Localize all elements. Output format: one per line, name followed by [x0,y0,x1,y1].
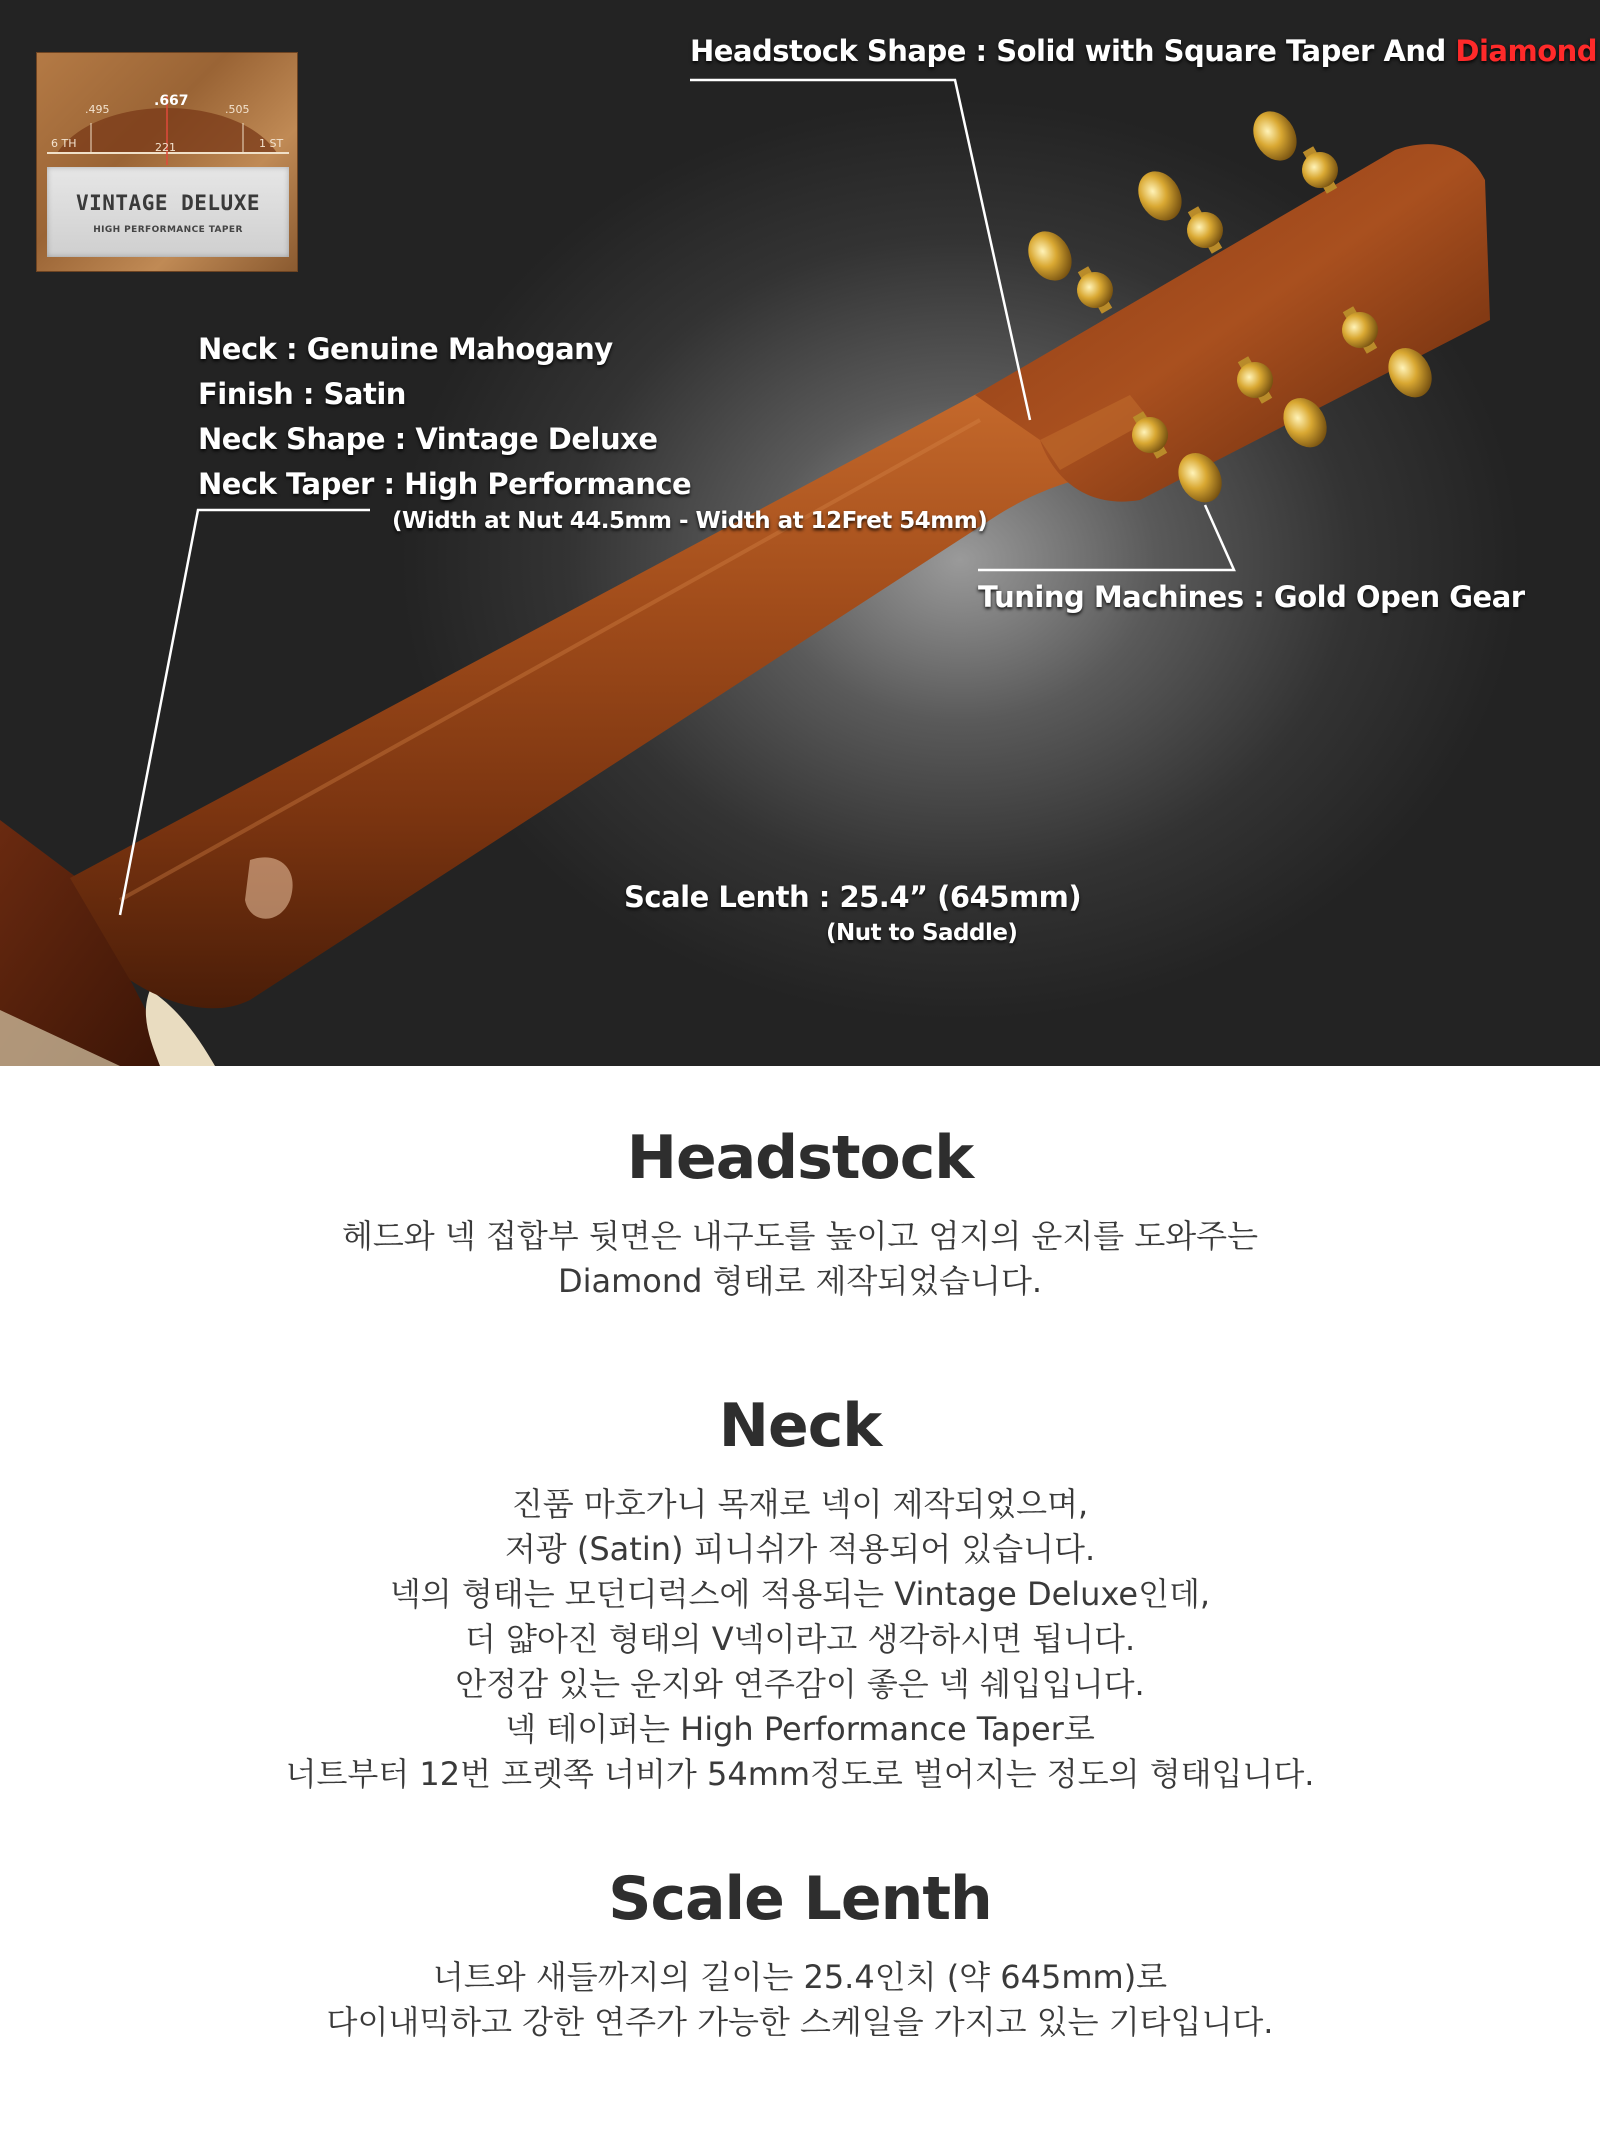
neck-body-line: 저광 (Satin) 피니쉬가 적용되어 있습니다. [504,1530,1096,1568]
badge-string-mid: 221 [155,141,176,154]
badge-subtitle: HIGH PERFORMANCE TAPER [93,225,243,235]
taper-diagram-icon [37,53,299,173]
badge-string-right: 1 ST [259,137,284,150]
headstock-body-line: 헤드와 넥 접합부 뒷면은 내구도를 높이고 엄지의 운지를 도와주는 [341,1217,1258,1255]
headstock-body-line: Diamond 형태로 제작되었습니다. [557,1262,1043,1300]
scale-body-line: 다이내믹하고 강한 연주가 가능한 스케일을 가지고 있는 기타입니다. [326,2003,1274,2041]
tuning-machines-label: Tuning Machines : Gold Open Gear [978,580,1525,614]
neck-section-body [0,1482,1600,1797]
badge-measure-center: .667 [154,93,189,109]
scale-length-note: (Nut to Saddle) [826,920,1018,946]
badge-string-left: 6 TH [51,137,77,150]
neck-taper-label: Neck Taper : High Performance [198,467,692,501]
neck-taper-note: (Width at Nut 44.5mm - Width at 12Fret 54mm) [392,508,988,534]
neck-section-title: Neck [718,1391,882,1461]
hero-banner [0,0,1600,1066]
badge-title: VINTAGE DELUXE [75,191,260,215]
headstock-section-title: Headstock [626,1123,974,1193]
neck-material-label: Neck : Genuine Mahogany [198,332,613,366]
tuning-leader-line [978,505,1234,570]
scale-section-title: Scale Lenth [608,1864,992,1934]
badge-measure-right: .505 [225,103,250,116]
scale-length-label: Scale Lenth : 25.4” (645mm) [624,880,1082,914]
scale-section [0,1857,1600,2045]
headstock-shape-highlight: Diamond [1455,34,1598,68]
neck-body-line: 넥의 형태는 모던디럭스에 적용되는 Vintage Deluxe인데, [389,1575,1211,1613]
finish-label: Finish : Satin [198,377,406,411]
headstock-shape-label [690,34,1597,68]
neck-body-line: 너트부터 12번 프렛쪽 너비가 54mm정도로 벌어지는 정도의 형태입니다. [285,1755,1315,1793]
neck-body-line: 안정감 있는 운지와 연주감이 좋은 넥 쉐입입니다. [455,1665,1145,1703]
neck-body-line: 더 얇아진 형태의 V넥이라고 생각하시면 됩니다. [464,1620,1136,1658]
headstock-leader-line [690,80,1030,420]
neck-body-line: 넥 테이퍼는 High Performance Taper로 [505,1710,1095,1748]
description-content [0,1066,1600,2045]
scale-body-line: 너트와 새들까지의 길이는 25.4인치 (약 645mm)로 [432,1958,1168,1996]
headstock-section [0,1116,1600,1304]
neck-section [0,1384,1600,1797]
badge-measure-left: .495 [85,103,110,116]
scale-section-body [0,1955,1600,2045]
headstock-section-body [0,1214,1600,1304]
neck-body-line: 진품 마호가니 목재로 넥이 제작되었으며, [511,1485,1089,1523]
headstock-shape-text: Headstock Shape : Solid with Square Taper And [690,34,1456,68]
vintage-deluxe-badge [36,52,298,272]
badge-plate [47,167,289,257]
neck-shape-label: Neck Shape : Vintage Deluxe [198,422,658,456]
